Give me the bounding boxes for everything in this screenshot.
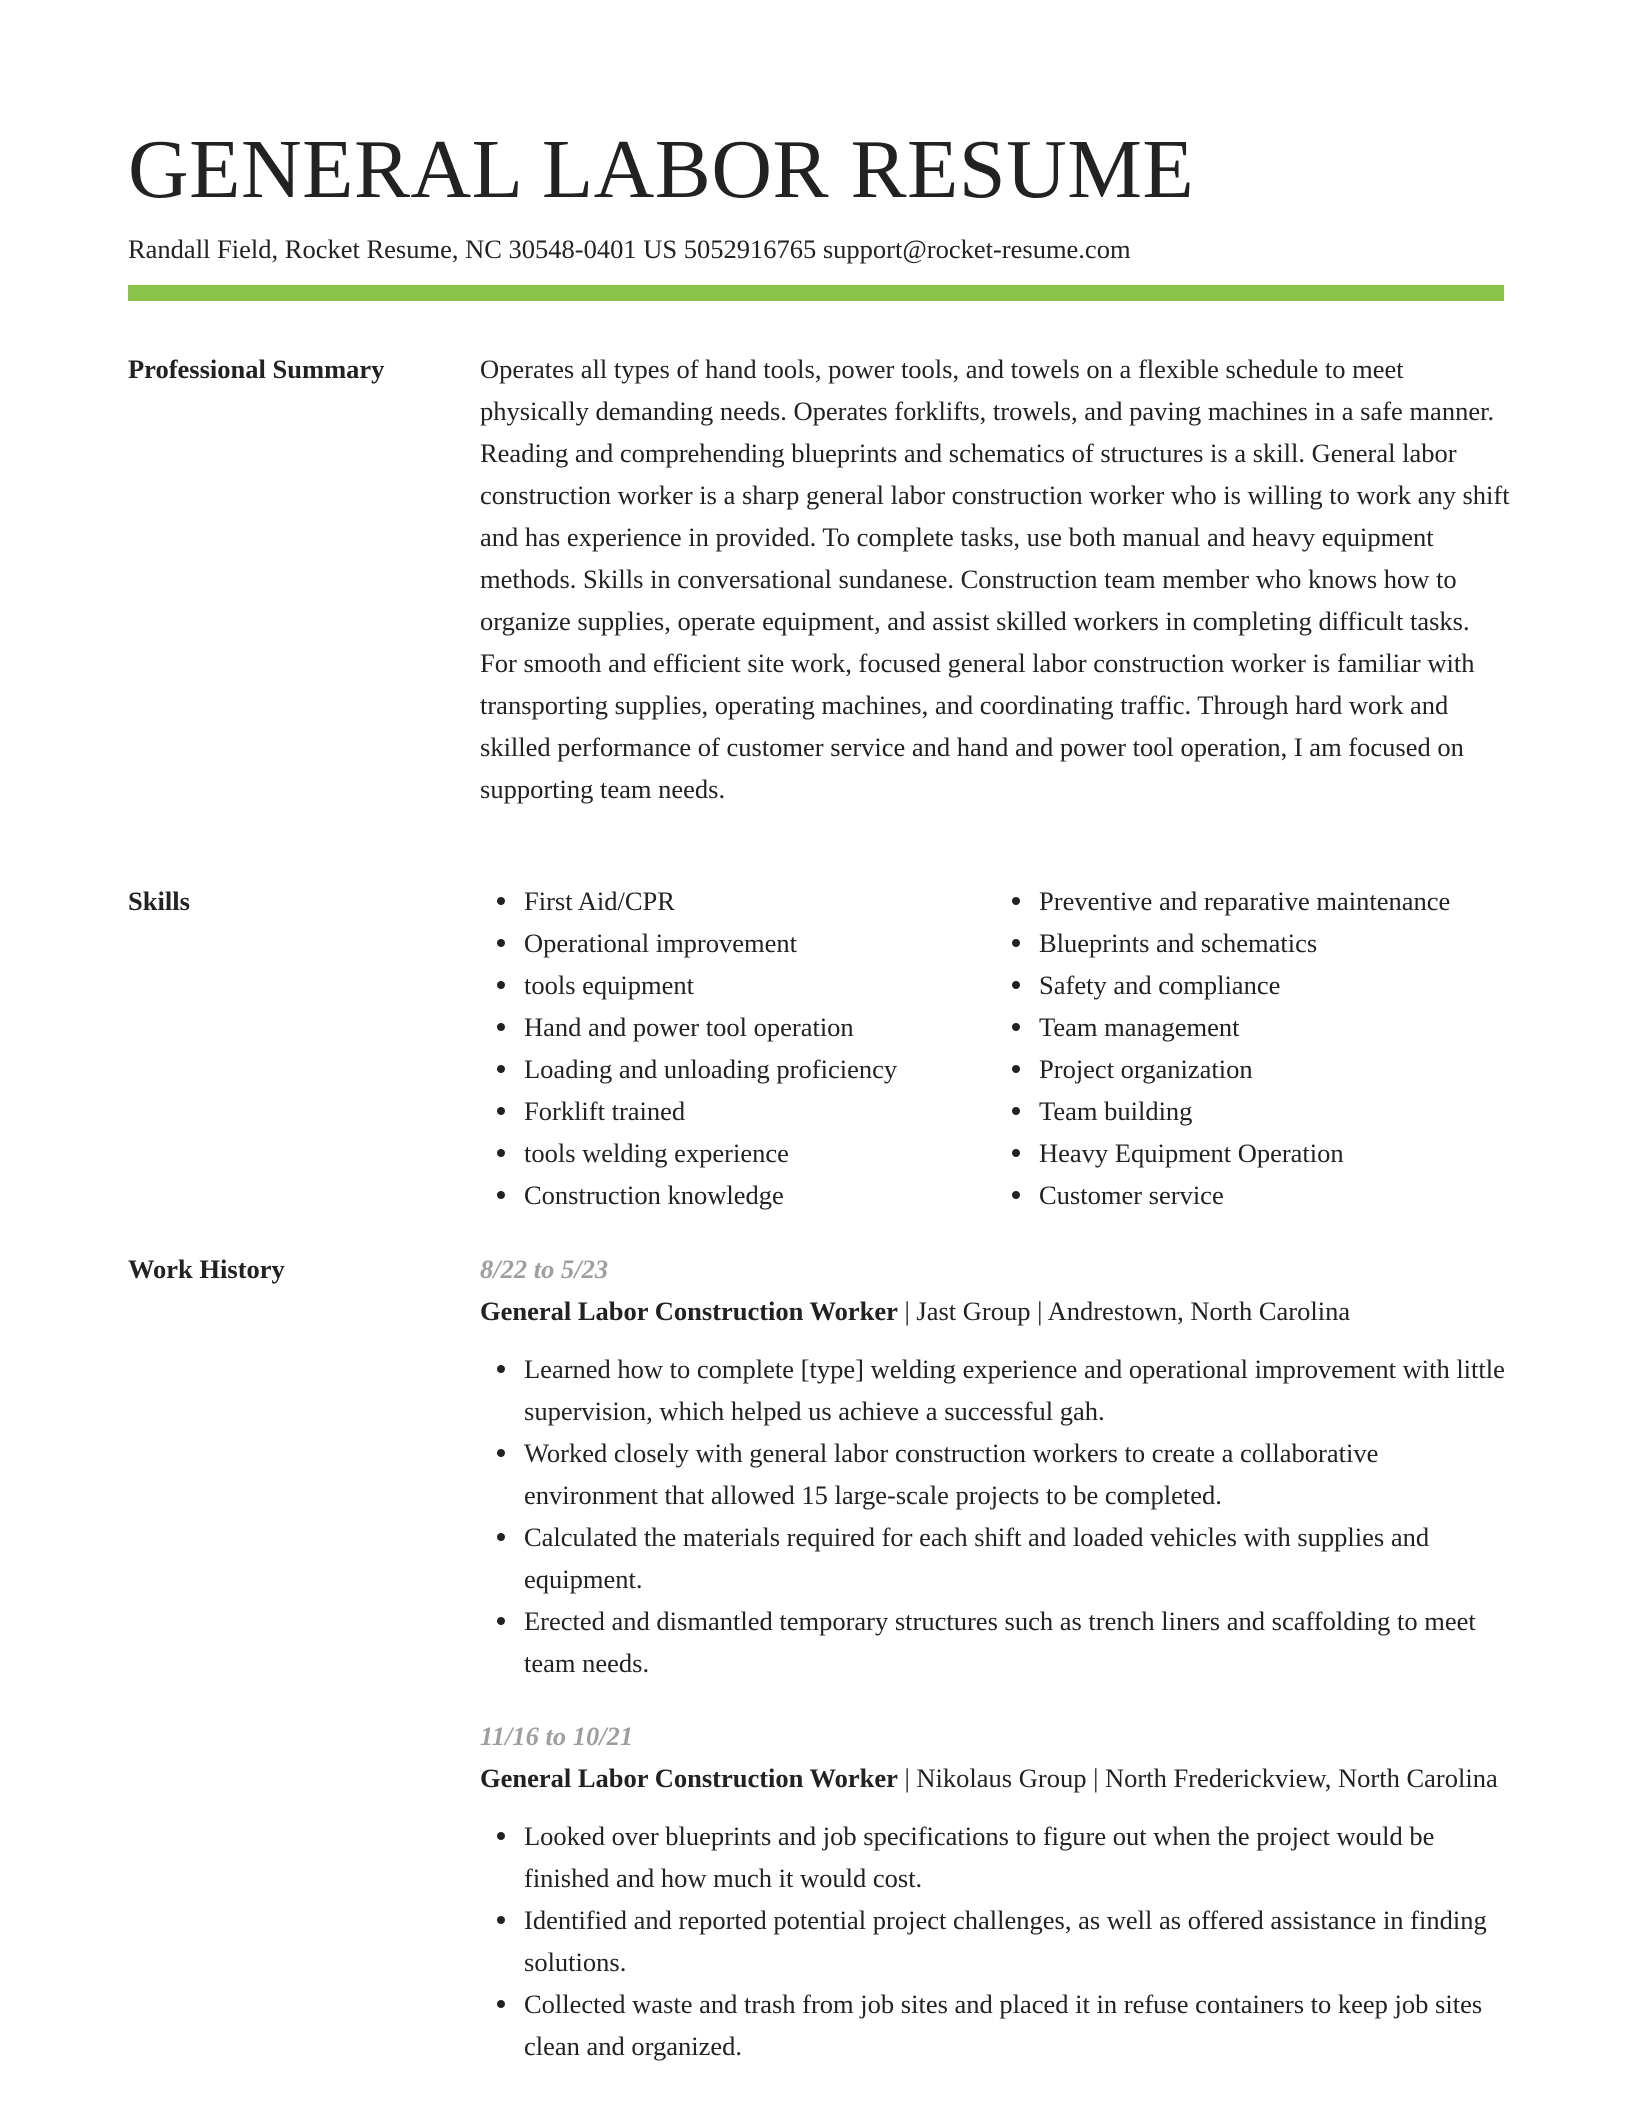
bullet-icon: [1012, 939, 1020, 947]
job-bullet: Learned how to complete [type] welding experience and operational improvement with little supervision, which helped us achieve a successful gah.: [524, 1348, 1510, 1432]
bullet-icon: [497, 897, 505, 905]
bullet-icon: [497, 1191, 505, 1199]
job-title: General Labor Construction Worker: [480, 1296, 898, 1326]
skill-item: Customer service: [1039, 1174, 1510, 1216]
work-history-heading: Work History: [128, 1254, 285, 1284]
skill-item: Hand and power tool operation: [524, 1006, 995, 1048]
skill-item: Forklift trained: [524, 1090, 995, 1132]
skills-list-right: [995, 880, 1510, 1216]
skill-item: tools equipment: [524, 964, 995, 1006]
job-bullet: Erected and dismantled temporary structures such as trench liners and scaffolding to meet team needs.: [524, 1600, 1510, 1684]
skill-item: Preventive and reparative maintenance: [1039, 880, 1510, 922]
skill-item: Loading and unloading proficiency: [524, 1048, 995, 1090]
summary-text: Operates all types of hand tools, power tools, and towels on a flexible schedule to meet physically demanding needs. Operates forklifts, trowels, and paving machines in a safe manner. Reading and comprehending blueprints and schematics of structures is a skill. General labor construction worker is a sharp general labor construction worker who is willing to work any shift and has experience in provided. To complete tasks, use both manual and heavy equipment methods. Skills in conversational sundanese. Construction team member who knows how to organize supplies, operate equipment, and assist skilled workers in completing difficult tasks. For smooth and efficient site work, focused general labor construction worker is familiar with transporting supplies, operating machines, and coordinating traffic. Through hard work and skilled performance of customer service and hand and power tool operation, I am focused on supporting team needs.: [480, 354, 1510, 804]
bullet-icon: [1012, 1149, 1020, 1157]
job-bullets: [480, 1815, 1510, 2067]
bullet-icon: [497, 2000, 505, 2008]
job-heading: [480, 1757, 1510, 1799]
summary-section: [480, 348, 1510, 810]
bullet-icon: [497, 939, 505, 947]
summary-heading: Professional Summary: [128, 354, 385, 384]
bullet-icon: [497, 1533, 505, 1541]
job-title: General Labor Construction Worker: [480, 1763, 898, 1793]
skill-item: tools welding experience: [524, 1132, 995, 1174]
accent-divider: [128, 285, 1504, 301]
skill-item: First Aid/CPR: [524, 880, 995, 922]
skill-item: Heavy Equipment Operation: [1039, 1132, 1510, 1174]
bullet-icon: [1012, 1107, 1020, 1115]
job-bullet: Collected waste and trash from job sites and placed it in refuse containers to keep job sites clean and organized.: [524, 1983, 1510, 2067]
job-bullet: Identified and reported potential project challenges, as well as offered assistance in finding solutions.: [524, 1899, 1510, 1983]
bullet-icon: [1012, 1191, 1020, 1199]
bullet-icon: [1012, 1023, 1020, 1031]
bullet-icon: [497, 1449, 505, 1457]
skill-item: Blueprints and schematics: [1039, 922, 1510, 964]
skills-section: [480, 880, 1510, 1216]
job-entry: [480, 1715, 1510, 2067]
skill-item: Team management: [1039, 1006, 1510, 1048]
job-bullet: Worked closely with general labor construction workers to create a collaborative environment that allowed 15 large-scale projects to be completed.: [524, 1432, 1510, 1516]
resume-title: GENERAL LABOR RESUME: [128, 123, 1195, 216]
job-dates: 11/16 to 10/21: [480, 1721, 634, 1751]
bullet-icon: [497, 981, 505, 989]
bullet-icon: [497, 1365, 505, 1373]
bullet-icon: [1012, 981, 1020, 989]
job-bullet: Calculated the materials required for each shift and loaded vehicles with supplies and equipment.: [524, 1516, 1510, 1600]
job-details: | Nikolaus Group | North Frederickview, North Carolina: [897, 1763, 1498, 1793]
bullet-icon: [1012, 1065, 1020, 1073]
skill-item: Operational improvement: [524, 922, 995, 964]
bullet-icon: [497, 1065, 505, 1073]
bullet-icon: [497, 1617, 505, 1625]
skill-item: Safety and compliance: [1039, 964, 1510, 1006]
job-details: | Jast Group | Andrestown, North Carolina: [897, 1296, 1351, 1326]
bullet-icon: [497, 1832, 505, 1840]
contact-info: Randall Field, Rocket Resume, NC 30548-0401 US 5052916765 support@rocket-resume.com: [128, 234, 1131, 264]
job-entry: [480, 1248, 1510, 1684]
bullet-icon: [497, 1107, 505, 1115]
bullet-icon: [497, 1916, 505, 1924]
skill-item: Project organization: [1039, 1048, 1510, 1090]
job-bullets: [480, 1348, 1510, 1684]
skills-list-left: [480, 880, 995, 1216]
skill-item: Team building: [1039, 1090, 1510, 1132]
job-dates: 8/22 to 5/23: [480, 1254, 609, 1284]
bullet-icon: [1012, 897, 1020, 905]
job-heading: [480, 1290, 1510, 1332]
job-bullet: Looked over blueprints and job specifications to figure out when the project would be finished and how much it would cost.: [524, 1815, 1510, 1899]
bullet-icon: [497, 1023, 505, 1031]
skills-heading: Skills: [128, 886, 190, 916]
skill-item: Construction knowledge: [524, 1174, 995, 1216]
bullet-icon: [497, 1149, 505, 1157]
